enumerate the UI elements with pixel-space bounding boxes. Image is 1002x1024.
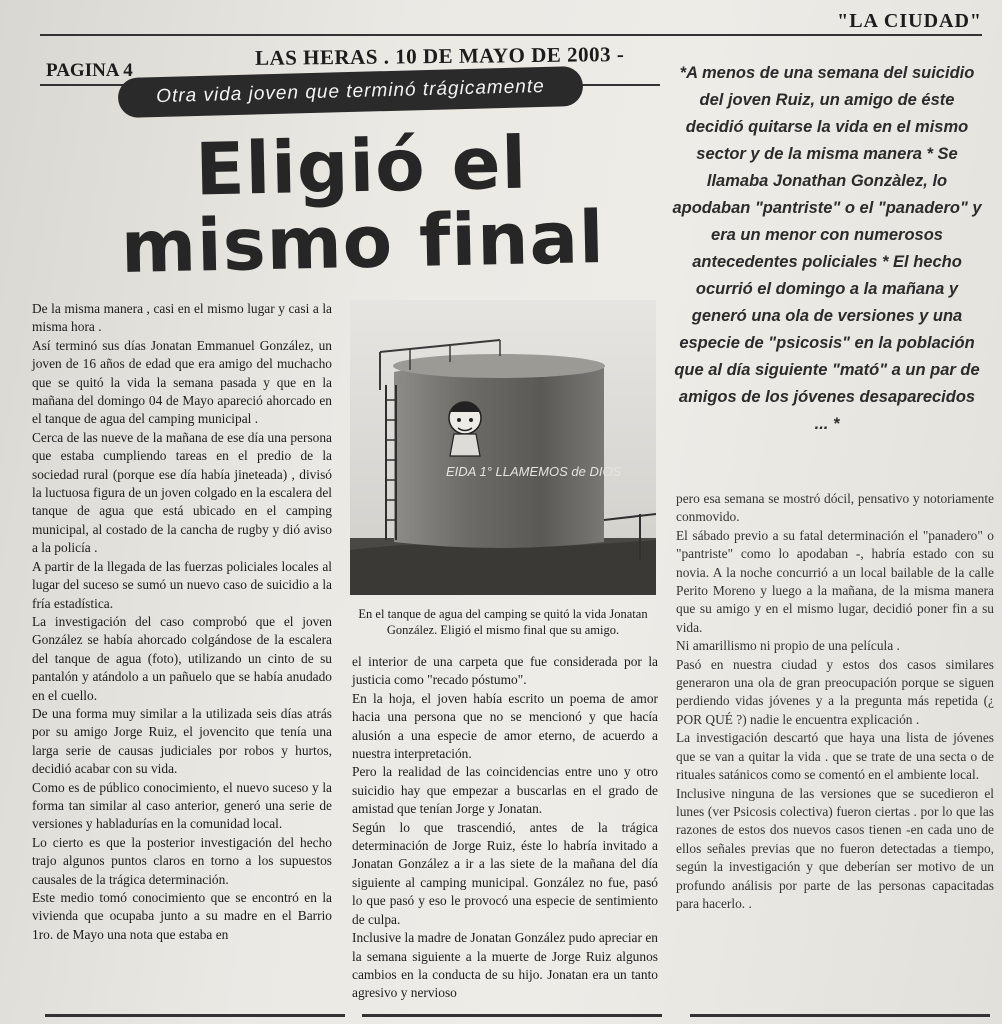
paragraph: Pero la realidad de las coincidencias entre uno y otro suicidio hay que empezar a buscarlas en el grado de amistad que tenían Jorge y Jonatan. [352,764,658,817]
dateline: LAS HERAS . 10 DE MAYO DE 2003 - [254,42,625,70]
paragraph: Inclusive ninguna de las versiones que se sucedieron el lunes (ver Psicosis colectiva) fueron ciertas . por lo que las razones de estos dos nuevos casos tienen -en cada uno de ellos señales previas que no fueron detectadas a tiempo, según la investigación y que deberían ser motivo de un profundo análisis por parte de las personas capacitadas para hacerlo. . [676,785,994,911]
article-column-3 [676,490,994,913]
article-column-2 [352,653,658,1003]
paragraph: Así terminó sus días Jonatan Emmanuel González, un joven de 16 años de edad que era amigo del muchacho que se quitó la vida la semana pasada y que en la mañana del domingo 04 de Mayo apareció ahorcado en el tanque de agua del camping municipal . [32,337,332,427]
headline-line-1: Eligió el [194,120,528,212]
bottom-rule [690,1014,990,1017]
newspaper-name: "LA CIUDAD" [837,10,982,32]
headline [90,120,633,290]
water-tank-illustration [350,300,656,595]
headline-line-2: mismo final [120,194,606,290]
lead-summary: *A menos de una semana del suicidio del joven Ruiz, un amigo de éste decidió quitarse la vida en el mismo sector y de la misma manera * Se llamaba Jonathan Gonzàlez, lo apodaban "pantriste" o el "panadero" y era un menor con numerosos antecedentes policiales * El hecho ocurrió el domingo a la mañana y generó una ola de versiones y una especie de "psicosis" en la población que al día siguiente "mató" a un par de amigos de los jóvenes desaparecidos ... * [672,64,982,433]
paragraph: Pasó en nuestra ciudad y estos dos casos similares generaron una ola de gran preocupación porque se siguen perdiendo vidas jóvenes y a la pregunta más repetida (¿ POR QUÉ ?) nadie le encuentra explicación . [676,656,994,727]
photo-caption: En el tanque de agua del camping se quitó la vida Jonatan González. Eligió el mismo final que su amigo. [358,607,648,637]
article-column-1 [32,300,332,944]
paragraph: Lo cierto es que la posterior investigación del hecho trajo algunos puntos claros en torno a los supuestos causales de la trágica determinación. [32,834,332,887]
paragraph: La investigación del caso comprobó que el joven González se había ahorcado colgándose de la escalera del tanque de agua (foto), utilizando un cinto de su pantalón y atándolo a un pañuelo que se había anudado en el cuello. [32,613,332,703]
paragraph: Cerca de las nueve de la mañana de ese día una persona que estaba cumpliendo tareas en el predio de la sociedad rural (porque ese día había jineteada) , divisó la luctuosa figura de un joven colgado en la escalera del tanque de agua que está ubicado en el camping municipal, al costado de la cancha de rugby y dió aviso a la policía . [32,429,332,556]
paragraph: De la misma manera , casi en el mismo lugar y casi a la misma hora . [32,301,332,335]
paragraph: De una forma muy similar a la utilizada seis días atrás por su amigo Jorge Ruiz, el jovencito que tenía una larga serie de causas judiciales por robos y hurtos, decidió acabar con su vida. [32,705,332,777]
page-number: PAGINA 4 [46,60,133,81]
paragraph: Inclusive la madre de Jonatan González pudo apreciar en la semana siguiente a la muerte de Jorge Ruiz algunos cambios en la conducta de su hijo. Jonatan era un tanto agresivo y nervioso [352,930,658,1001]
paragraph: La investigación descartó que haya una lista de jóvenes que se van a quitar la vida . que se trate de una secta o de rituales satánicos como se comentó en el ambiente local. [676,730,994,783]
paragraph: En la hoja, el joven había escrito un poema de amor hacia una persona que no se mencionó y que hacía alusión a una especie de amor eterno, de acuerdo a nuestra interpretación. [352,690,658,762]
paragraph: Como es de público conocimiento, el nuevo suceso y la forma tan similar al caso anterior, generó una serie de versiones y habladurías en la comunidad local. [32,779,332,832]
tank-graffiti: EIDA 1° LLAMEMOS de DIOS [446,464,622,479]
kicker-banner: Otra vida joven que terminó trágicamente [118,66,584,118]
bottom-rule [362,1014,662,1017]
paragraph: pero esa semana se mostró dócil, pensativo y notoriamente conmovido. [676,491,994,525]
water-tank-photo [350,300,656,595]
paragraph: El sábado previo a su fatal determinación el "panadero" o "pantriste" como lo apodaban -, habría estado con su novia. A la noche concurrió a un local bailable de la calle Perito Moreno y luego a la mañana, de la misma manera que su amigo y en el mismo lugar, decidió poner fin a su vida. [676,527,994,635]
bottom-rule [45,1014,345,1017]
paragraph: el interior de una carpeta que fue considerada por la justicia como "recado póstumo". [352,654,658,688]
top-rule [40,34,982,36]
paragraph: Según lo que trascendió, antes de la trágica determinación de Jorge Ruiz, éste lo habría invitado a Jonatan González a ir a las siete de la mañana del día siguiente al camping municipal. González no fue, pasó lo que pasó y eso le provocó una especie de sentimiento de culpa. [352,819,658,927]
paragraph: Ni amarillismo ni propio de una película . [676,638,900,654]
paragraph: Este medio tomó conocimiento que se encontró en la vivienda que ocupaba junto a su madre en el Barrio 1ro. de Mayo una nota que estaba en [32,890,332,942]
paragraph: A partir de la llegada de las fuerzas policiales locales al lugar del suceso se sumó un nuevo caso de suicidio a la fría estadística. [32,558,332,611]
